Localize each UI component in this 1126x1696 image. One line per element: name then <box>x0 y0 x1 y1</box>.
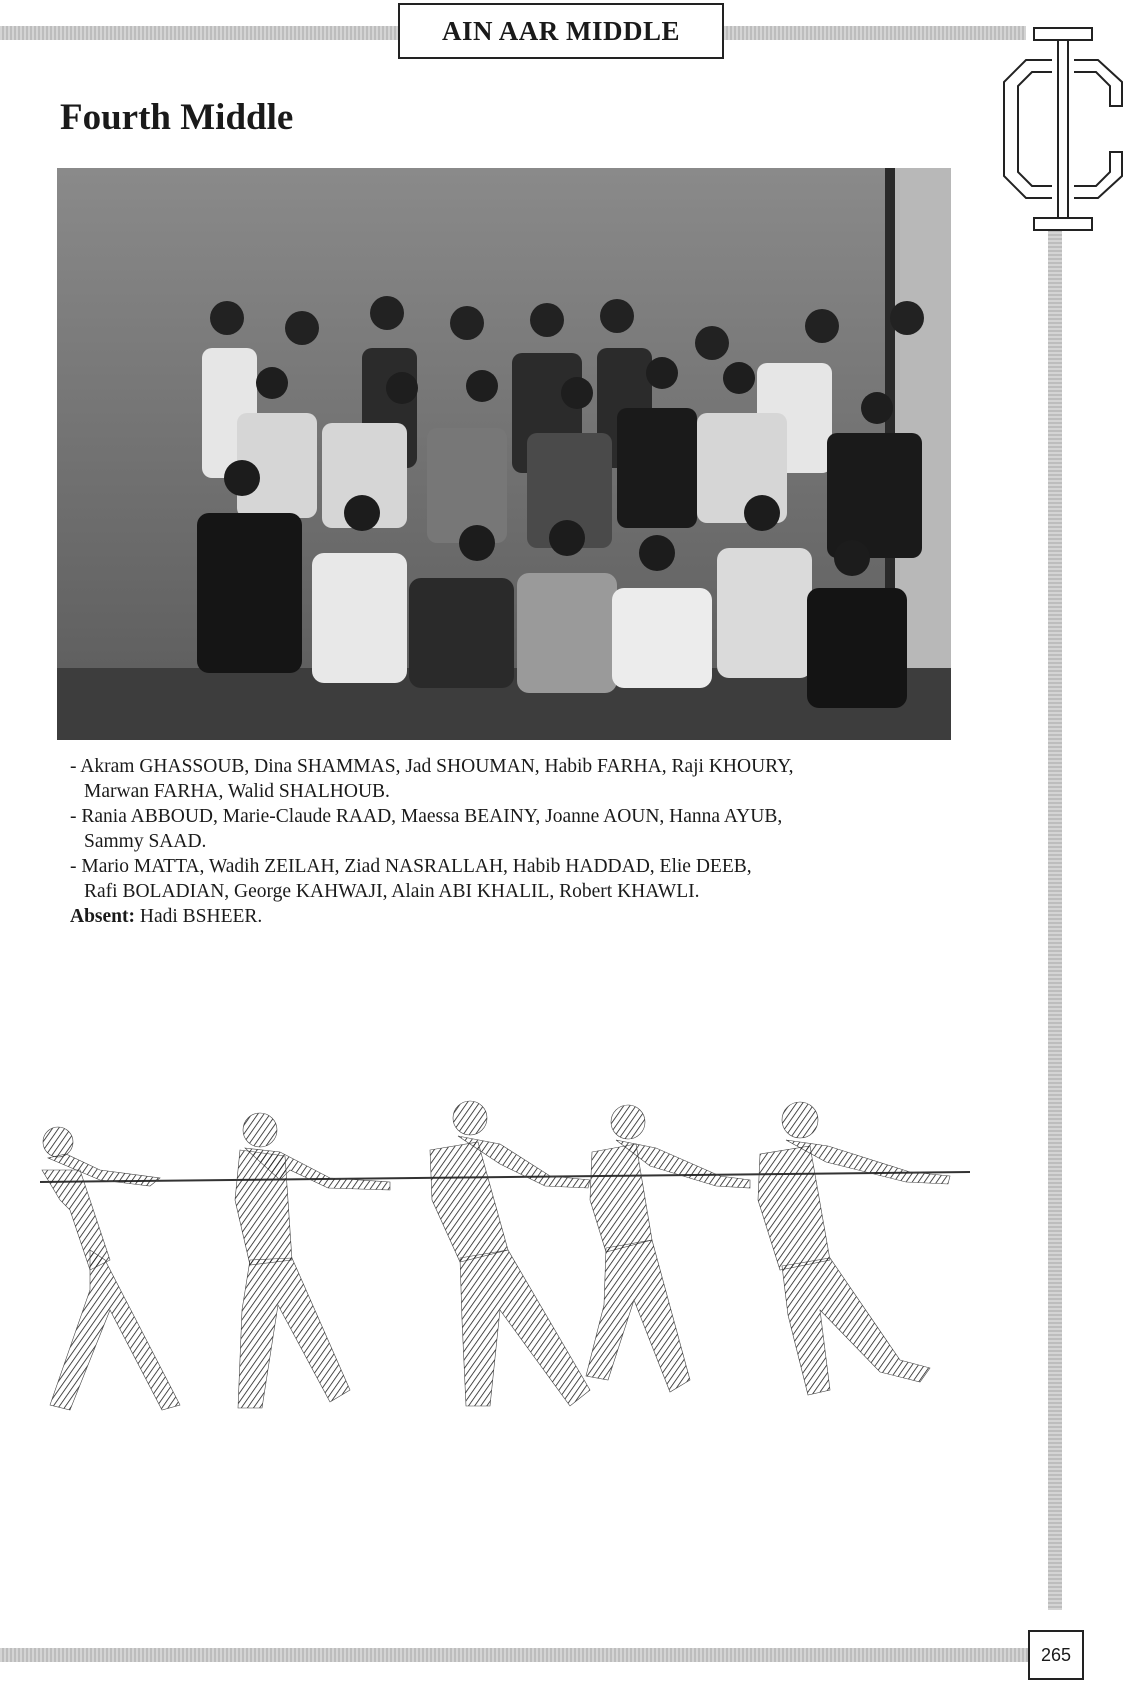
tug-of-war-illustration-icon <box>30 1090 1010 1430</box>
caption-row <box>70 804 920 854</box>
page-title: Fourth Middle <box>60 97 294 138</box>
caption-row-line: Marwan FARHA, Walid SHALHOUB. <box>84 781 390 802</box>
absent-names: Hadi BSHEER. <box>139 906 263 927</box>
caption-row-line: - Akram GHASSOUB, Dina SHAMMAS, Jad SHOUMAN, Habib FARHA, Raji KHOURY, <box>70 756 794 777</box>
bottom-decorative-bar <box>0 1648 1040 1662</box>
absent-line <box>70 904 920 929</box>
caption-row <box>70 754 920 804</box>
absent-label: Absent: <box>70 906 136 927</box>
caption-row-line: Rafi BOLADIAN, George KAHWAJI, Alain ABI KHALIL, Robert KHAWLI. <box>84 881 700 902</box>
caption-row-line: - Rania ABBOUD, Marie-Claude RAAD, Maessa BEAINY, Joanne AOUN, Hanna AYUB, <box>70 806 783 827</box>
class-group-photo-icon <box>57 168 951 740</box>
section-header-label: AIN AAR MIDDLE <box>441 15 681 46</box>
page-number: 265 <box>1040 1644 1072 1665</box>
section-header <box>398 3 724 59</box>
caption-row-line: - Mario MATTA, Wadih ZEILAH, Ziad NASRALLAH, Habib HADDAD, Elie DEEB, <box>70 856 752 877</box>
caption-row-line: Sammy SAAD. <box>84 831 207 852</box>
caption-row <box>70 854 920 904</box>
school-monogram-logo-icon <box>1000 26 1126 232</box>
right-decorative-bar <box>1048 230 1062 1610</box>
class-group-photo <box>57 168 951 740</box>
page-number-box <box>1028 1630 1084 1680</box>
class-roster-caption <box>70 754 920 929</box>
